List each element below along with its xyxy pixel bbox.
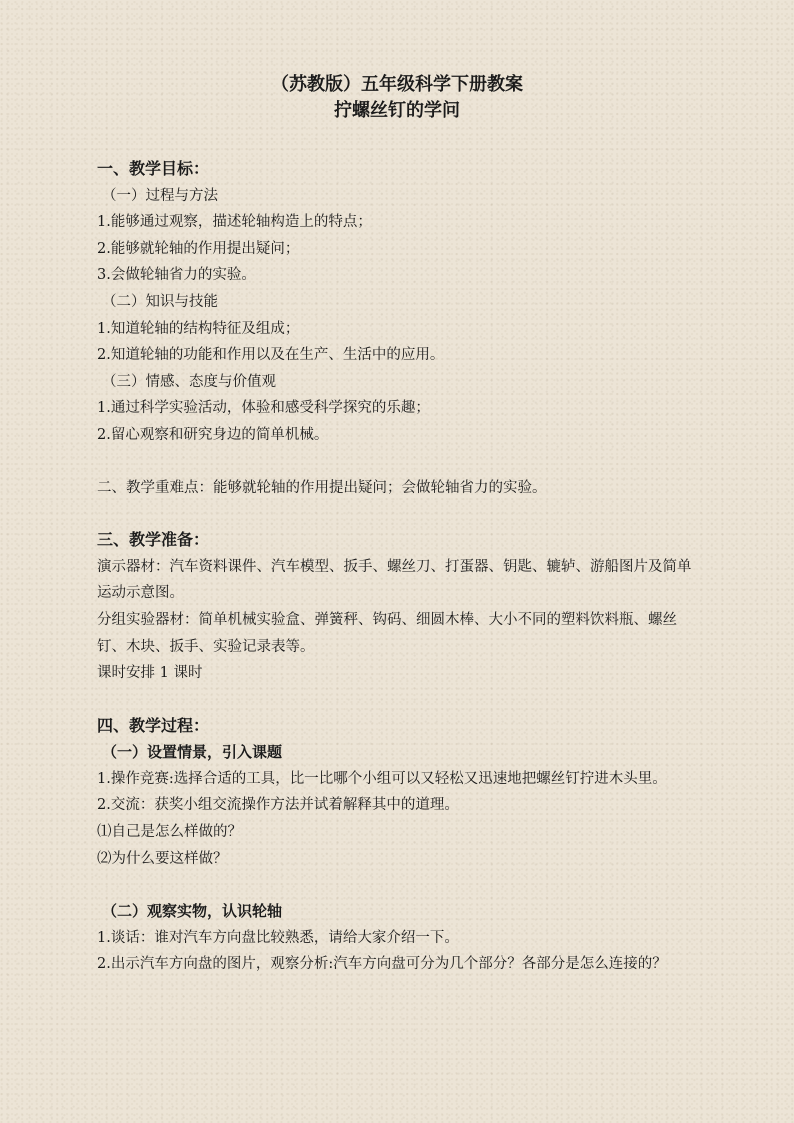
objective-item: 2.知道轮轴的功能和作用以及在生产、生活中的应用。 — [97, 347, 445, 364]
objective-item: 3.会做轮轴省力的实验。 — [97, 267, 256, 284]
demo-equipment: 演示器材：汽车资料课件、汽车模型、扳手、螺丝刀、打蛋器、钥匙、辘轳、游船图片及简单运动示意图。 — [97, 558, 692, 602]
objective-item: 2.留心观察和研究身边的简单机械。 — [97, 426, 329, 443]
process-item: 1.谈话：谁对汽车方向盘比较熟悉，请给大家介绍一下。 — [97, 929, 459, 946]
section-heading-objectives: 一、教学目标： — [97, 159, 210, 178]
process-item: 1.操作竞赛:选择合适的工具，比一比哪个小组可以又轻松又迅速地把螺丝钉拧进木头里。 — [97, 770, 667, 787]
objective-item: 1.能够通过观察，描述轮轴构造上的特点； — [97, 214, 372, 231]
section-heading-preparation: 三、教学准备： — [97, 530, 210, 550]
process-item: ⑵为什么要这样做？ — [97, 850, 228, 867]
section-heading-process: 四、教学过程： — [97, 715, 210, 735]
subsection-title-knowledge: （二）知识与技能 — [102, 293, 218, 310]
objective-item: 1.知道轮轴的结构特征及组成； — [97, 320, 300, 337]
part-title-scenario: （一）设置情景，引入课题 — [102, 743, 283, 762]
process-item: 2.出示汽车方向盘的图片，观察分析:汽车方向盘可分为几个部分？各部分是怎么连接的？ — [97, 956, 667, 973]
objective-item: 1.通过科学实验活动，体验和感受科学探究的乐趣； — [97, 400, 430, 417]
part-title-observation: （二）观察实物，认识轮轴 — [102, 902, 283, 921]
process-item: 2.交流：获奖小组交流操作方法并试着解释其中的道理。 — [97, 797, 459, 814]
document-page — [97, 72, 697, 978]
subsection-title-process: （一）过程与方法 — [102, 187, 218, 204]
document-subtitle: 拧螺丝钉的学问 — [334, 100, 460, 121]
process-item: ⑴自己是怎么样做的？ — [97, 824, 242, 841]
document-title: （苏教版）五年级科学下册教案 — [271, 74, 523, 95]
group-equipment: 分组实验器材：简单机械实验盒、弹簧秤、钩码、细圆木棒、大小不同的塑料饮料瓶、螺丝钉、木块、扳手、实验记录表等。 — [97, 611, 677, 655]
objective-item: 2.能够就轮轴的作用提出疑问； — [97, 240, 300, 257]
section-key-points: 二、教学重难点：能够就轮轴的作用提出疑问；会做轮轴省力的实验。 — [97, 479, 547, 496]
class-schedule: 课时安排 1 课时 — [97, 665, 203, 682]
subsection-title-attitude: （三）情感、态度与价值观 — [102, 373, 276, 390]
